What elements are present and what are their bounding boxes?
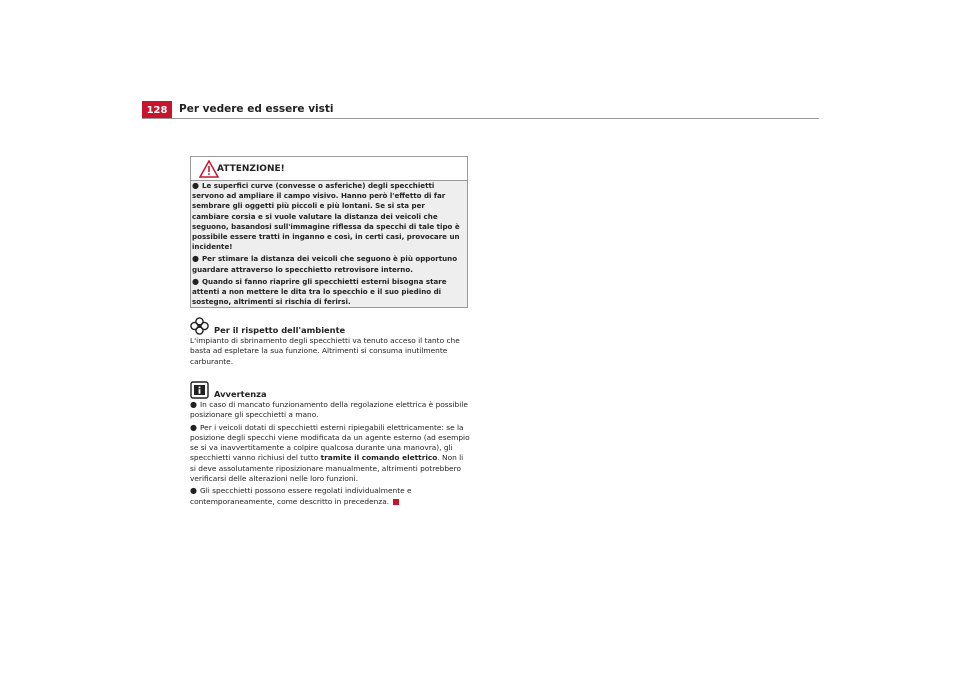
chapter-title: Per vedere ed essere visti xyxy=(179,103,334,115)
bullet-icon: ● xyxy=(190,486,197,496)
header-divider xyxy=(142,118,819,119)
warning-box xyxy=(190,156,468,308)
note-item: ● In caso di mancato funzionamento della regolazione elettrica è possibile posizionare gli specchietti a mano. xyxy=(190,400,468,420)
note-item: ● Per i veicoli dotati di specchietti esterni ripiegabili elettricamente: se la posizione degli specchi viene modificata da un agente esterno (ad esempio se si va inavvertitamente a colpire qualcosa durante una manovra), gli specchietti vanno richiusi del tutto tramite il comando elettrico. Non li si deve assolutamente riposizionare manualmente, altrimenti potrebbero verificarsi delle alterazioni nelle loro funzioni. xyxy=(190,422,470,484)
warning-item: ● Le superfici curve (convesse o asferiche) degli specchietti servono ad ampliare il campo visivo. Hanno però l'effetto di far sembrare gli oggetti più piccoli e più lontani. Se si sta per cambiare corsia e si vuole valutare la distanza dei veicoli che seguono, basandosi sull'immagine riflessa da specchi di tale tipo è possibile essere tratti in inganno e così, in certi casi, provocare un incidente! xyxy=(192,181,460,252)
bullet-icon: ● xyxy=(190,422,197,432)
note-section xyxy=(190,381,470,509)
bullet-icon: ● xyxy=(192,254,199,264)
info-note-icon xyxy=(190,381,209,399)
note-title: Avvertenza xyxy=(214,388,267,399)
note-item: ● Gli specchietti possono essere regolati individualmente e contemporaneamente, come descritto in precedenza. xyxy=(190,486,412,506)
warning-title: ATTENZIONE! xyxy=(217,164,285,174)
environment-title: Per il rispetto dell'ambiente xyxy=(214,324,346,335)
bullet-icon: ● xyxy=(190,400,197,409)
flower-icon xyxy=(190,317,209,335)
warning-body xyxy=(192,181,462,309)
bullet-icon: ● xyxy=(192,276,199,286)
note-heading xyxy=(190,381,470,399)
environment-section xyxy=(190,317,470,369)
warning-header xyxy=(191,157,467,181)
bullet-icon: ● xyxy=(192,181,199,190)
environment-heading xyxy=(190,317,470,335)
emphasis-text: tramite il comando elettrico xyxy=(320,453,438,463)
page-header xyxy=(142,101,819,119)
end-marker-icon xyxy=(393,499,399,505)
warning-item: ● Per stimare la distanza dei veicoli che seguono è più opportuno guardare attraverso lo specchietto retrovisore interno. xyxy=(192,254,458,274)
warning-item: ● Quando si fanno riaprire gli specchietti esterni bisogna stare attenti a non mettere le dita tra lo specchio e il suo piedino di sostegno, altrimenti si rischia di ferirsi. xyxy=(192,276,447,307)
page-number: 128 xyxy=(142,101,172,119)
warning-triangle-icon xyxy=(199,160,219,178)
environment-text: L'impianto di sbrinamento degli specchietti va tenuto acceso il tanto che basta ad espletare la sua funzione. Altrimenti si consuma inutilmente carburante. xyxy=(190,336,460,366)
